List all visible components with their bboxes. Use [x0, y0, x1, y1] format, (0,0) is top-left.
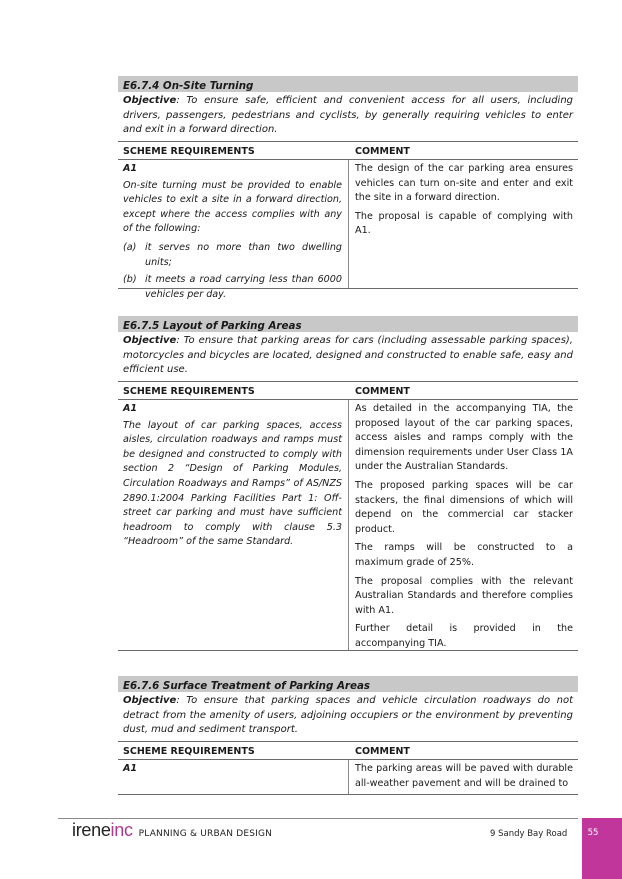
objective-label: Objective [123, 335, 177, 346]
list-marker: (a) [123, 242, 137, 254]
footer-address: 9 Sandy Bay Road [490, 829, 568, 839]
comment-paragraph: The parking areas will be paved with durable all-weather pavement and will be drained to [355, 763, 573, 789]
logo-text-inc: inc [110, 820, 133, 840]
comment-paragraph: The proposal is capable of complying with A1. [355, 210, 573, 237]
col-header-requirements: SCHEME REQUIREMENTS [123, 146, 255, 158]
brand-tagline: PLANNING & URBAN DESIGN [138, 829, 273, 839]
objective-text: : To ensure that parking areas for cars (including assessable parking spaces), motorcycles and bicycles are located, designed and constructed to enable safe, easy and efficient use. [123, 335, 573, 376]
column-headers [118, 142, 578, 160]
logo-text-irene: irene [72, 820, 111, 840]
comment-paragraph: The proposed parking spaces will be car stackers, the final dimensions of which will depend on the commercial car stacker product. [355, 480, 573, 535]
footer-brand [72, 820, 272, 844]
requirement-text: The layout of car parking spaces, access aisles, circulation roadways and ramps must be designed and constructed to comply with section 2 “Design of Parking Modules, Circulation Roadways and Ramps” of AS/NZS 2890.1:2004 Parking Facilities Part 1: Off-street car parking and must have sufficient headroom to comply with clause 5.3 “Headroom” of the same Standard. [123, 419, 342, 548]
comment-cell [349, 160, 578, 288]
list-item [123, 273, 342, 302]
requirement-cell [118, 400, 349, 650]
col-header-comment: COMMENT [355, 146, 410, 158]
objective [118, 692, 578, 742]
page-number: 55 [587, 828, 599, 838]
requirement-row [118, 760, 578, 795]
comment-paragraph: Further detail is provided in the accompanying TIA. [355, 623, 573, 650]
objective [118, 332, 578, 382]
list-item-text: it serves no more than two dwelling units; [145, 242, 342, 268]
col-header-comment: COMMENT [355, 746, 410, 758]
requirement-cell [118, 160, 349, 300]
objective-label: Objective [123, 95, 177, 106]
section-surface-treatment [118, 676, 578, 795]
objective [118, 92, 578, 142]
requirement-cell [118, 760, 349, 794]
objective-text: : To ensure that parking spaces and vehicle circulation roadways do not detract from the amenity of users, adjoining occupiers or the environment by preventing dust, mud and sediment transport. [123, 695, 573, 736]
comment-cell [349, 760, 578, 794]
section-heading: E6.7.5 Layout of Parking Areas [118, 316, 578, 332]
comment-paragraph: The ramps will be constructed to a maximum grade of 25%. [355, 542, 573, 569]
footer-divider [58, 818, 578, 819]
requirement-row [118, 400, 578, 651]
requirement-row [118, 160, 578, 300]
page-number-tab [582, 818, 622, 879]
comment-paragraph: The proposal complies with the relevant Australian Standards and therefore complies with A1. [355, 575, 573, 616]
section-layout-parking-areas [118, 316, 578, 651]
list-item-text: it meets a road carrying less than 6000 vehicles per day. [145, 274, 342, 300]
section-on-site-turning [118, 76, 578, 300]
objective-text: : To ensure safe, efficient and convenient access for all users, including drivers, passengers, pedestrians and cyclists, by generally requiring vehicles to enter and exit in a forward direction. [123, 95, 573, 136]
comment-paragraph: As detailed in the accompanying TIA, the proposed layout of the car parking spaces, access aisles and ramps comply with the dimension requirements under User Class 1A under the Australian Standards. [355, 403, 573, 473]
col-header-requirements: SCHEME REQUIREMENTS [123, 386, 255, 398]
list-marker: (b) [123, 274, 137, 286]
requirement-id: A1 [123, 403, 138, 415]
column-headers [118, 742, 578, 760]
col-header-requirements: SCHEME REQUIREMENTS [123, 746, 255, 758]
requirement-text: On-site turning must be provided to enable vehicles to exit a site in a forward direction, except where the access complies with any of the following: [123, 179, 342, 235]
list-item [123, 241, 342, 270]
section-heading: E6.7.6 Surface Treatment of Parking Areas [118, 676, 578, 692]
comment-cell [349, 400, 578, 650]
requirement-id: A1 [123, 763, 138, 775]
requirement-id: A1 [123, 163, 138, 175]
col-header-comment: COMMENT [355, 386, 410, 398]
section-heading: E6.7.4 On-Site Turning [118, 76, 578, 92]
column-headers [118, 382, 578, 400]
objective-label: Objective [123, 695, 177, 706]
comment-paragraph: The design of the car parking area ensures vehicles can turn on-site and enter and exit the site in a forward direction. [355, 163, 573, 204]
